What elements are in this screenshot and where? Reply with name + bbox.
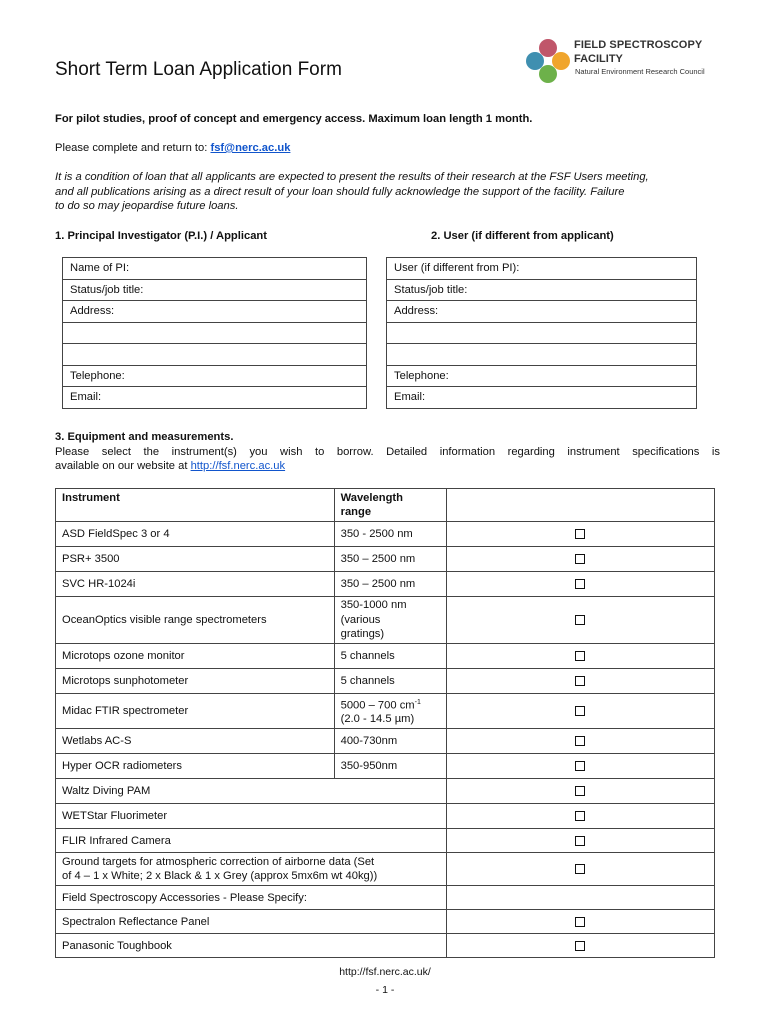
section1-heading: 1. Principal Investigator (P.I.) / Applicant bbox=[55, 230, 267, 242]
table-row bbox=[56, 754, 715, 779]
user-telephone-field[interactable]: Telephone: bbox=[387, 365, 697, 387]
table-row bbox=[56, 572, 715, 597]
user-status-field[interactable]: Status/job title: bbox=[387, 279, 697, 301]
range-line bbox=[341, 696, 440, 713]
range-unit-sup: -1 bbox=[414, 698, 421, 706]
condition-line: to do so may jeopardise future loans. bbox=[55, 200, 239, 212]
accessories-specify-field[interactable] bbox=[446, 886, 714, 910]
section3-intro bbox=[55, 430, 720, 474]
table-row bbox=[56, 668, 715, 693]
logo-circle-bottom bbox=[539, 65, 557, 83]
select-cell bbox=[446, 547, 714, 572]
instrument-cell: ASD FieldSpec 3 or 4 bbox=[56, 522, 335, 547]
section2-heading: 2. User (if different from applicant) bbox=[431, 230, 614, 242]
table-row bbox=[56, 643, 715, 668]
desc-prefix: available on our website at bbox=[55, 460, 191, 472]
loan-condition bbox=[55, 170, 720, 214]
wavelength-header-l2: range bbox=[340, 506, 372, 518]
pi-status-field[interactable]: Status/job title: bbox=[63, 279, 367, 301]
table-row bbox=[56, 886, 715, 910]
range-line: (various bbox=[340, 613, 381, 626]
range-cell: 350-950nm bbox=[334, 754, 446, 779]
instrument-cell: SVC HR-1024i bbox=[56, 572, 335, 597]
checkbox[interactable] bbox=[575, 836, 585, 846]
range-cell: 5 channels bbox=[334, 643, 446, 668]
table-row bbox=[56, 597, 715, 644]
checkbox[interactable] bbox=[575, 579, 585, 589]
checkbox[interactable] bbox=[575, 786, 585, 796]
select-cell bbox=[446, 668, 714, 693]
section3-heading: 3. Equipment and measurements. bbox=[55, 431, 234, 443]
instrument-cell bbox=[56, 853, 447, 886]
instrument-cell: Spectralon Reflectance Panel bbox=[56, 910, 447, 934]
logo-text-line3: Natural Environment Research Council bbox=[575, 67, 705, 76]
instrument-cell: OceanOptics visible range spectrometers bbox=[56, 597, 335, 644]
logo-text-line2: FACILITY bbox=[574, 53, 623, 65]
range-line: 350-1000 nm bbox=[340, 599, 407, 611]
checkbox[interactable] bbox=[575, 811, 585, 821]
logo-text-line1: FIELD SPECTROSCOPY bbox=[574, 39, 703, 51]
return-instruction bbox=[55, 141, 290, 156]
table-row bbox=[56, 910, 715, 934]
logo-circle-left bbox=[526, 52, 544, 70]
return-email-link[interactable]: fsf@nerc.ac.uk bbox=[210, 142, 291, 154]
checkbox[interactable] bbox=[575, 706, 585, 716]
table-row bbox=[56, 547, 715, 572]
return-text: Please complete and return to: bbox=[55, 142, 211, 154]
checkbox[interactable] bbox=[575, 917, 585, 927]
range-line: (2.0 - 14.5 µm) bbox=[340, 713, 415, 726]
condition-line: and all publications arising as a direct result of your loan should fully acknowledge the support of the facility. Failure bbox=[55, 185, 625, 198]
range-cell bbox=[334, 693, 446, 729]
checkbox[interactable] bbox=[575, 554, 585, 564]
table-row bbox=[56, 934, 715, 958]
logo-circle-top bbox=[539, 39, 557, 57]
user-address-line2[interactable] bbox=[387, 322, 697, 344]
range-line: gratings) bbox=[340, 628, 385, 640]
page-number: - 1 - bbox=[375, 984, 395, 996]
pi-telephone-field[interactable]: Telephone: bbox=[63, 365, 367, 387]
range-cell: 350 – 2500 nm bbox=[334, 572, 446, 597]
select-cell bbox=[446, 693, 714, 729]
range-cell: 350 – 2500 nm bbox=[334, 547, 446, 572]
table-row bbox=[56, 693, 715, 729]
instrument-cell: Midac FTIR spectrometer bbox=[56, 693, 335, 729]
instrument-cell: Waltz Diving PAM bbox=[56, 779, 447, 804]
table-row bbox=[56, 829, 715, 853]
pi-name-field[interactable]: Name of PI: bbox=[63, 258, 367, 280]
table-row bbox=[56, 522, 715, 547]
select-cell bbox=[446, 643, 714, 668]
user-email-field[interactable]: Email: bbox=[387, 387, 697, 409]
instrument-cell: Microtops ozone monitor bbox=[56, 643, 335, 668]
col-select-header bbox=[446, 489, 714, 522]
user-name-field[interactable]: User (if different from PI): bbox=[387, 258, 697, 280]
wavelength-header-l1: Wavelength bbox=[340, 492, 403, 504]
instrument-cell: Panasonic Toughbook bbox=[56, 934, 447, 958]
instrument-line: Ground targets for atmospheric correction of airborne data (Set bbox=[62, 856, 375, 869]
select-cell bbox=[446, 729, 714, 754]
select-cell bbox=[446, 779, 714, 804]
checkbox[interactable] bbox=[575, 615, 585, 625]
checkbox[interactable] bbox=[575, 676, 585, 686]
page-title: Short Term Loan Application Form bbox=[55, 59, 342, 80]
col-instrument-header: Instrument bbox=[56, 489, 335, 522]
range-cell: 400-730nm bbox=[334, 729, 446, 754]
table-row bbox=[56, 779, 715, 804]
select-cell bbox=[446, 804, 714, 829]
select-cell bbox=[446, 853, 714, 886]
checkbox[interactable] bbox=[575, 529, 585, 539]
col-wavelength-header bbox=[334, 489, 446, 522]
select-cell bbox=[446, 597, 714, 644]
range-value: 5000 – 700 cm bbox=[340, 699, 415, 712]
checkbox[interactable] bbox=[575, 761, 585, 771]
select-cell bbox=[446, 934, 714, 958]
checkbox[interactable] bbox=[575, 736, 585, 746]
user-address-line3[interactable] bbox=[387, 344, 697, 366]
user-address-field[interactable]: Address: bbox=[387, 301, 697, 323]
user-table bbox=[386, 257, 697, 409]
equipment-table bbox=[55, 488, 715, 958]
section3-desc-line2 bbox=[55, 459, 720, 474]
logo-circle-right bbox=[552, 52, 570, 70]
pi-table bbox=[62, 257, 367, 409]
range-cell: 5 channels bbox=[334, 668, 446, 693]
table-header-row bbox=[56, 489, 715, 522]
table-row bbox=[56, 853, 715, 886]
instrument-line: of 4 – 1 x White; 2 x Black & 1 x Grey (approx 5mx6m wt 40kg)) bbox=[62, 870, 378, 883]
website-link[interactable]: http://fsf.nerc.ac.uk bbox=[190, 460, 286, 472]
footer-url: http://fsf.nerc.ac.uk/ bbox=[339, 966, 431, 978]
pi-address-line2[interactable] bbox=[63, 322, 367, 344]
select-cell bbox=[446, 829, 714, 853]
select-cell bbox=[446, 522, 714, 547]
checkbox[interactable] bbox=[575, 864, 585, 874]
section3-desc-line1: Please select the instrument(s) you wish to borrow. Detailed information regarding instrument specifications is bbox=[55, 445, 720, 458]
select-cell bbox=[446, 754, 714, 779]
pi-email-field[interactable]: Email: bbox=[63, 387, 367, 409]
instrument-cell: Microtops sunphotometer bbox=[56, 668, 335, 693]
table-row bbox=[56, 729, 715, 754]
instrument-cell: Field Spectroscopy Accessories - Please Specify: bbox=[56, 886, 447, 910]
select-cell bbox=[446, 572, 714, 597]
instrument-cell: FLIR Infrared Camera bbox=[56, 829, 447, 853]
checkbox[interactable] bbox=[575, 941, 585, 951]
checkbox[interactable] bbox=[575, 651, 585, 661]
instrument-cell: PSR+ 3500 bbox=[56, 547, 335, 572]
instrument-cell: WETStar Fluorimeter bbox=[56, 804, 447, 829]
range-cell bbox=[334, 597, 446, 644]
pi-address-field[interactable]: Address: bbox=[63, 301, 367, 323]
range-cell: 350 - 2500 nm bbox=[334, 522, 446, 547]
select-cell bbox=[446, 910, 714, 934]
pi-address-line3[interactable] bbox=[63, 344, 367, 366]
instrument-cell: Wetlabs AC-S bbox=[56, 729, 335, 754]
condition-line: It is a condition of loan that all applicants are expected to present the results of their research at the FSF Users meeting, bbox=[55, 171, 649, 183]
instrument-cell: Hyper OCR radiometers bbox=[56, 754, 335, 779]
table-row bbox=[56, 804, 715, 829]
subtitle: For pilot studies, proof of concept and emergency access. Maximum loan length 1 month. bbox=[55, 113, 533, 125]
